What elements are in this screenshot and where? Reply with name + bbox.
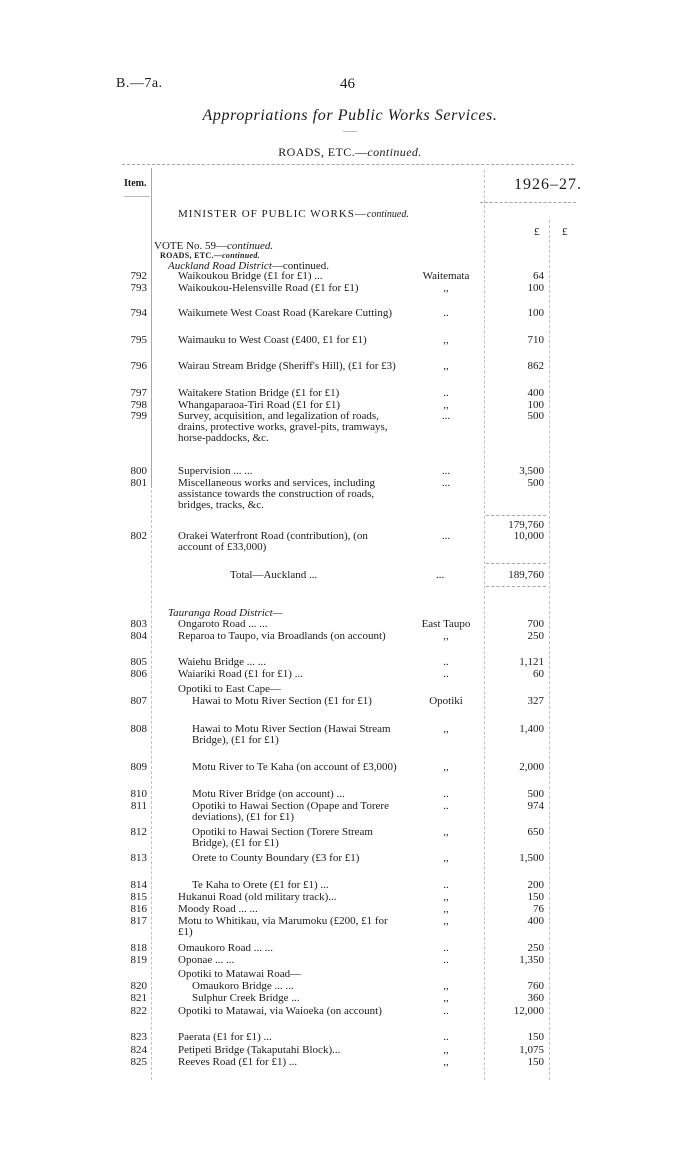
pound-sign-2: £	[562, 226, 568, 238]
subtotal-amount: 179,760	[508, 519, 544, 531]
subhead-opotiki-matawai: Opotiki to Matawai Road—	[178, 968, 302, 980]
roads-heading: ROADS, ETC.—continued.	[160, 251, 260, 260]
minister-heading: MINISTER OF PUBLIC WORKS—continued.	[178, 208, 409, 220]
total-amount: 189,760	[508, 569, 544, 581]
item-column-divider-lower	[151, 490, 152, 1080]
vote-heading: VOTE No. 59—continued.	[154, 240, 274, 252]
amount-column-divider	[549, 220, 550, 1080]
table-top-rule	[122, 164, 574, 165]
financial-year-header: 1926–27.	[514, 176, 582, 193]
item-column-header: Item.	[124, 178, 147, 189]
section-subtitle: ROADS, ETC.—continued.	[278, 145, 422, 159]
page-title: Appropriations for Public Works Services.	[202, 107, 498, 124]
report-code: B.—7a.	[116, 76, 163, 91]
year-header-rule	[480, 202, 576, 203]
page-number: 46	[340, 76, 355, 92]
item-header-rule	[124, 196, 150, 197]
subtotal-rule	[486, 515, 546, 516]
total-rule-top	[486, 563, 546, 564]
item-column-divider	[151, 168, 152, 488]
district-heading-tauranga: Tauranga Road District—	[168, 607, 283, 619]
total-dots: ...	[436, 569, 445, 581]
total-label: Total—Auckland ...	[230, 569, 318, 581]
subhead-opotiki-east-cape: Opotiki to East Cape—	[178, 683, 281, 695]
district-heading-auckland: Auckland Road District—continued.	[168, 260, 330, 272]
title-underline	[343, 131, 357, 132]
pound-sign-1: £	[534, 226, 540, 238]
total-rule-bottom	[486, 586, 546, 587]
